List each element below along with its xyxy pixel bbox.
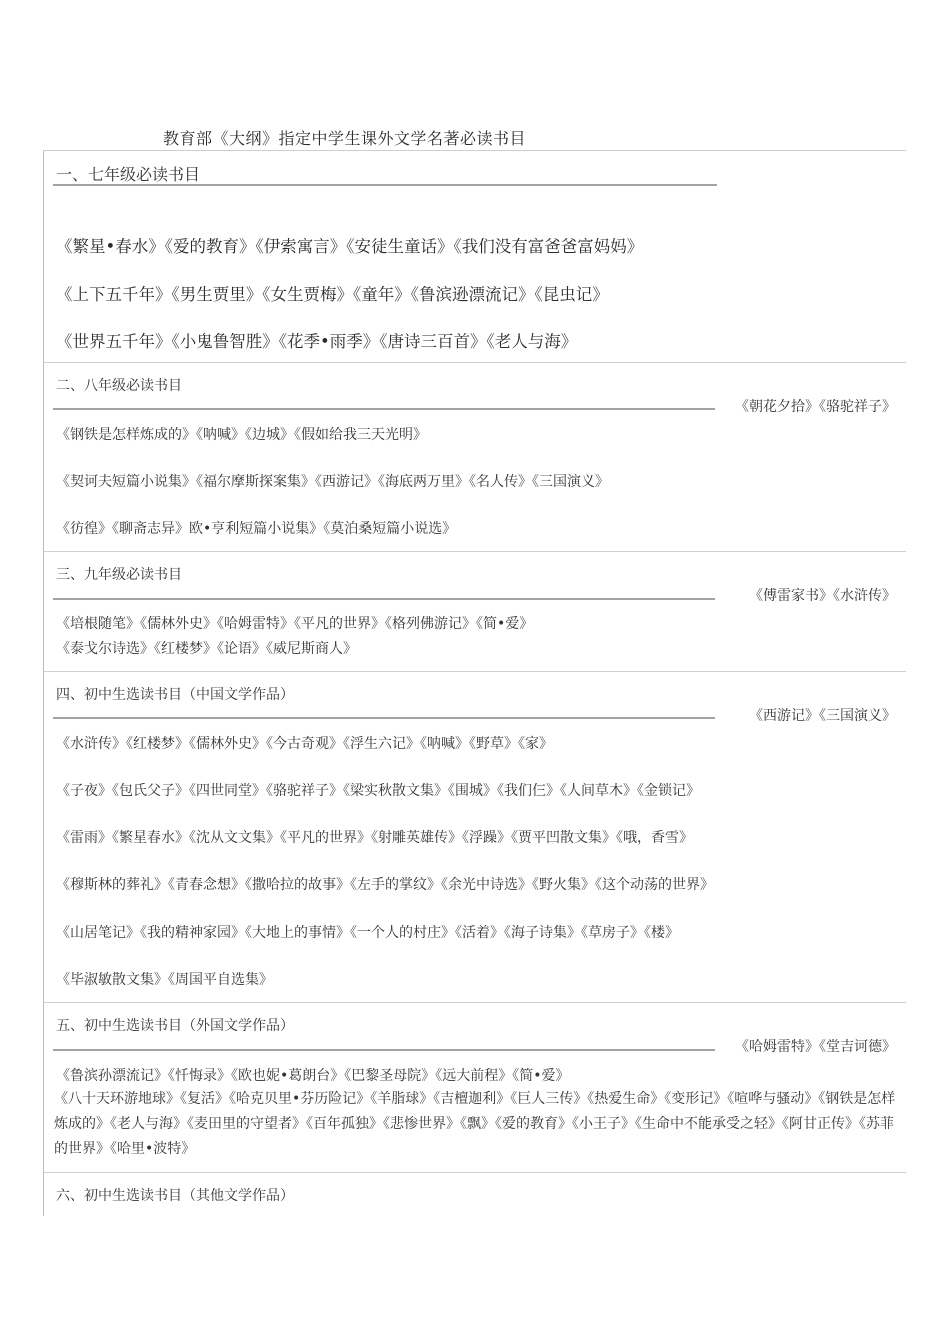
section-divider bbox=[43, 150, 906, 151]
book-list-line: 《毕淑敏散文集》《周国平自选集》 bbox=[56, 972, 273, 988]
heading-underline bbox=[53, 408, 715, 410]
book-list-line: 《彷徨》《聊斋志异》欧•亨利短篇小说集》《莫泊桑短篇小说选》 bbox=[56, 521, 457, 537]
section-tail-books: 《傅雷家书》《水浒传》 bbox=[749, 588, 896, 604]
section-divider bbox=[43, 671, 906, 672]
heading-underline bbox=[53, 717, 715, 719]
book-list-line: 《雷雨》《繁星春水》《沈从文文集》《平凡的世界》《射雕英雄传》《浮躁》《贾平凹散文集》《哦，香雪》 bbox=[56, 830, 693, 846]
table-left-border bbox=[43, 150, 44, 1216]
section-tail-books: 《朝花夕拾》《骆驼祥子》 bbox=[735, 399, 896, 415]
book-list-line: 《山居笔记》《我的精神家园》《大地上的事情》《一个人的村庄》《活着》《海子诗集》《草房子》《楼》 bbox=[56, 925, 679, 941]
book-list-line: 《培根随笔》《儒林外史》《哈姆雷特》《平凡的世界》《格列佛游记》《简•爱》 bbox=[56, 616, 534, 632]
heading-underline bbox=[53, 1049, 715, 1051]
document-title: 教育部《大纲》指定中学生课外文学名著必读书目 bbox=[163, 129, 527, 148]
book-list-line: 《子夜》《包氏父子》《四世同堂》《骆驼祥子》《梁实秋散文集》《围城》《我们仨》《人间草木》《金锁记》 bbox=[56, 783, 700, 799]
heading-underline bbox=[53, 598, 715, 600]
book-list-line: 《上下五千年》《男生贾里》《女生贾梅》《童年》《鲁滨逊漂流记》《昆虫记》 bbox=[56, 285, 609, 304]
book-list-paragraph: 《八十天环游地球》《复活》《哈克贝里•芬历险记》《羊脂球》《吉檀迦利》《巨人三传》《热爱生命》《变形记》《喧哗与骚动》《钢铁是怎样炼成的》《老人与海》《麦田里的守望者》《百年孤独》《悲惨世界》《飘》《爱的教育》《小王子》《生命中不能承受之轻》《阿甘正传》《苏菲的世界》《哈里•波特》 bbox=[54, 1091, 896, 1157]
book-list-line: 《钢铁是怎样炼成的》《呐喊》《边城》《假如给我三天光明》 bbox=[56, 427, 427, 443]
section-divider bbox=[43, 1002, 906, 1003]
section-divider bbox=[43, 362, 906, 363]
book-list-line: 《鲁滨孙漂流记》《忏悔录》《欧也妮•葛朗台》《巴黎圣母院》《远大前程》《简•爱》 bbox=[56, 1068, 570, 1084]
section-heading-grade8: 二、八年级必读书目 bbox=[56, 378, 182, 394]
book-list-line: 《水浒传》《红楼梦》《儒林外史》《今古奇观》《浮生六记》《呐喊》《野草》《家》 bbox=[56, 736, 553, 752]
section-tail-books: 《哈姆雷特》《堂吉诃德》 bbox=[735, 1039, 896, 1055]
book-list-line: 《繁星•春水》《爱的教育》《伊索寓言》《安徒生童话》《我们没有富爸爸富妈妈》 bbox=[56, 237, 644, 256]
book-list-line: 《穆斯林的葬礼》《青春念想》《撒哈拉的故事》《左手的掌纹》《余光中诗选》《野火集》《这个动荡的世界》 bbox=[56, 877, 714, 893]
book-list-line: 《契诃夫短篇小说集》《福尔摩斯探案集》《西游记》《海底两万里》《名人传》《三国演义》 bbox=[56, 474, 609, 490]
section-tail-books: 《西游记》《三国演义》 bbox=[749, 708, 896, 724]
book-list-line: 《泰戈尔诗选》《红楼梦》《论语》《威尼斯商人》 bbox=[56, 641, 357, 657]
section-divider bbox=[43, 1172, 906, 1173]
section-heading-chinese-works: 四、初中生选读书目（中国文学作品） bbox=[56, 687, 294, 703]
section-heading-grade9: 三、九年级必读书目 bbox=[56, 567, 182, 583]
section-heading-other-works: 六、初中生选读书目（其他文学作品） bbox=[56, 1188, 294, 1204]
heading-underline bbox=[53, 184, 717, 186]
section-heading-foreign-works: 五、初中生选读书目（外国文学作品） bbox=[56, 1018, 294, 1034]
section-heading-grade7: 一、七年级必读书目 bbox=[56, 165, 201, 184]
section-divider bbox=[43, 551, 906, 552]
book-list-line: 《世界五千年》《小鬼鲁智胜》《花季•雨季》《唐诗三百首》《老人与海》 bbox=[56, 332, 578, 351]
